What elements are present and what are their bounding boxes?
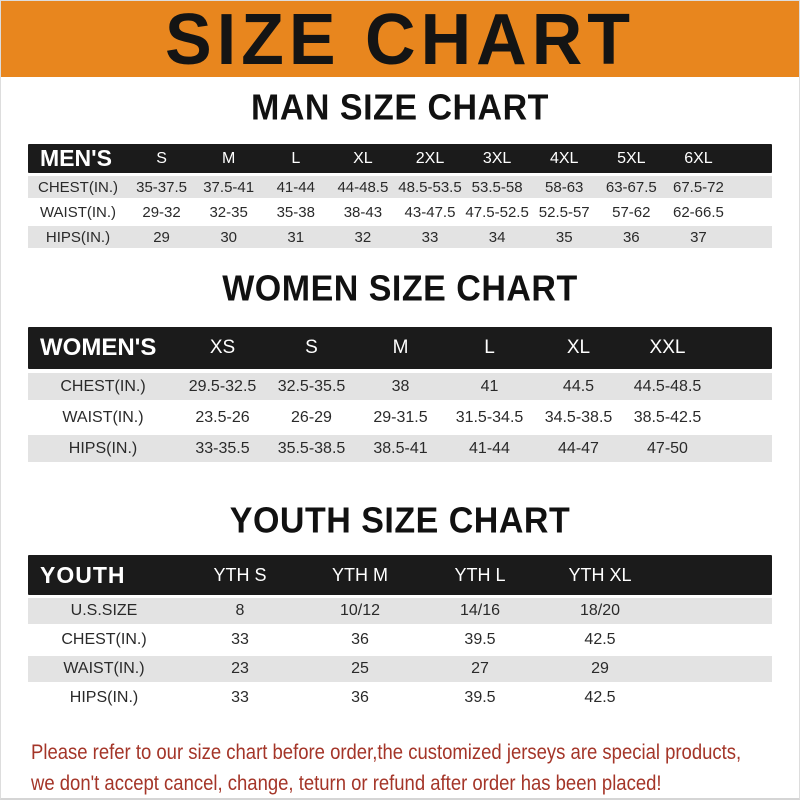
column-header: L <box>484 337 495 358</box>
column-header: 2XL <box>415 149 445 167</box>
row-label: U.S.SIZE <box>70 602 138 619</box>
size-cell: 37 <box>690 228 707 246</box>
column-header: 6XL <box>684 149 713 167</box>
size-cell: 25 <box>351 660 369 677</box>
column-header: L <box>291 149 301 167</box>
size-cell: 26-29 <box>291 408 332 426</box>
section-heading: YOUTH SIZE CHART <box>229 501 571 541</box>
size-cell: 42.5 <box>584 689 616 706</box>
column-header: YTH S <box>213 564 267 585</box>
size-cell: 36 <box>351 631 369 648</box>
column-header: 4XL <box>549 149 579 167</box>
table-header-row <box>28 555 772 595</box>
row-label: CHEST(IN.) <box>61 631 147 648</box>
size-cell: 47-50 <box>647 439 688 457</box>
table-header-row <box>28 144 772 173</box>
column-header: XL <box>353 149 373 167</box>
size-cell: 67.5-72 <box>672 178 724 196</box>
size-cell: 44.5-48.5 <box>633 377 702 395</box>
row-label: CHEST(IN.) <box>60 377 146 395</box>
size-cell: 32-35 <box>209 203 248 221</box>
size-cell: 32.5-35.5 <box>277 377 346 395</box>
column-header: 3XL <box>482 149 512 167</box>
row-label: HIPS(IN.) <box>69 689 139 706</box>
size-cell: 35-38 <box>276 203 315 221</box>
size-cell: 23 <box>231 660 249 677</box>
table-row <box>28 435 772 462</box>
row-label: HIPS(IN.) <box>45 228 111 246</box>
size-cell: 44.5 <box>562 377 595 395</box>
size-cell: 58-63 <box>545 178 584 196</box>
table-header-row <box>28 327 772 369</box>
table-row <box>28 404 772 431</box>
size-cell: 62-66.5 <box>672 203 724 221</box>
column-header: YTH L <box>454 564 506 585</box>
section-youth <box>1 502 799 711</box>
size-cell: 47.5-52.5 <box>465 203 529 221</box>
row-label: WAIST(IN.) <box>63 660 145 677</box>
size-cell: 31.5-34.5 <box>455 408 524 426</box>
size-cell: 18/20 <box>579 602 621 619</box>
youth-size-table <box>28 555 772 711</box>
table-row <box>28 598 772 624</box>
row-label: HIPS(IN.) <box>68 439 138 457</box>
size-cell: 34 <box>488 228 506 246</box>
size-cell: 38.5-42.5 <box>633 408 702 426</box>
size-cell: 32 <box>354 228 372 246</box>
size-cell: 35.5-38.5 <box>277 439 346 457</box>
column-header: YTH XL <box>568 564 632 585</box>
footer-line-2: we don't accept cancel, change, teturn or refund after order has been placed! <box>31 771 662 795</box>
size-cell: 29 <box>153 228 170 246</box>
footer-line-1: Please refer to our size chart before order,the customized jerseys are special products, <box>31 740 742 764</box>
table-row <box>28 176 772 198</box>
size-cell: 33 <box>231 631 249 648</box>
size-cell: 57-62 <box>612 203 651 221</box>
size-cell: 38-43 <box>343 203 383 221</box>
column-header: XXL <box>649 337 686 358</box>
size-cell: 31 <box>287 228 305 246</box>
table-row <box>28 627 772 653</box>
size-cell: 10/12 <box>339 602 381 619</box>
size-cell: 29-32 <box>142 203 181 221</box>
table-row <box>28 201 772 223</box>
table-row <box>28 656 772 682</box>
corner-label: WOMEN'S <box>40 334 157 361</box>
size-cell: 52.5-57 <box>538 203 590 221</box>
size-cell: 41-44 <box>276 178 315 196</box>
size-cell: 23.5-26 <box>195 408 250 426</box>
size-cell: 30 <box>220 228 237 246</box>
corner-label: MEN'S <box>40 145 112 171</box>
size-cell: 44-48.5 <box>337 178 389 196</box>
size-cell: 41-44 <box>469 439 510 457</box>
column-header: S <box>305 337 318 358</box>
size-charts <box>1 89 799 711</box>
section-women <box>1 270 799 462</box>
size-cell: 37.5-41 <box>203 178 255 196</box>
men-size-table <box>28 144 772 248</box>
size-cell: 34.5-38.5 <box>544 408 613 426</box>
table-row <box>28 373 772 400</box>
size-cell: 48.5-53.5 <box>398 178 462 196</box>
section-men <box>1 89 799 248</box>
size-cell: 41 <box>480 377 499 395</box>
row-label: WAIST(IN.) <box>39 203 117 221</box>
page-title: SIZE CHART <box>165 0 635 80</box>
row-label: WAIST(IN.) <box>62 408 144 426</box>
row-label: CHEST(IN.) <box>38 178 118 196</box>
size-cell: 35 <box>555 228 573 246</box>
size-cell: 44-47 <box>558 439 599 457</box>
size-cell: 36 <box>622 228 640 246</box>
column-header: S <box>156 149 167 167</box>
size-cell: 29 <box>591 660 609 677</box>
size-cell: 39.5 <box>464 689 496 706</box>
footer-note <box>31 737 742 799</box>
size-cell: 33 <box>421 228 439 246</box>
column-header: 5XL <box>617 149 646 167</box>
size-cell: 36 <box>351 689 369 706</box>
size-cell: 38 <box>391 377 410 395</box>
size-cell: 43-47.5 <box>404 203 456 221</box>
size-cell: 8 <box>235 602 245 619</box>
column-header: M <box>392 337 409 358</box>
size-cell: 53.5-58 <box>471 178 523 196</box>
size-cell: 39.5 <box>464 631 496 648</box>
column-header: XS <box>209 337 236 358</box>
size-cell: 29-31.5 <box>373 408 428 426</box>
table-row <box>28 226 772 248</box>
section-heading: WOMEN SIZE CHART <box>222 269 578 309</box>
table-row <box>28 685 772 711</box>
women-size-table <box>28 327 772 462</box>
banner <box>1 0 799 80</box>
size-cell: 14/16 <box>459 602 501 619</box>
column-header: M <box>222 149 236 167</box>
size-cell: 38.5-41 <box>373 439 428 457</box>
size-cell: 33 <box>231 689 249 706</box>
size-cell: 29.5-32.5 <box>188 377 257 395</box>
size-cell: 63-67.5 <box>605 178 657 196</box>
size-cell: 27 <box>471 660 489 677</box>
size-cell: 33-35.5 <box>195 439 250 457</box>
section-heading: MAN SIZE CHART <box>251 88 549 128</box>
column-header: YTH M <box>332 564 388 585</box>
column-header: XL <box>566 337 591 358</box>
size-cell: 35-37.5 <box>136 178 187 196</box>
corner-label: YOUTH <box>40 561 126 588</box>
size-cell: 42.5 <box>584 631 616 648</box>
